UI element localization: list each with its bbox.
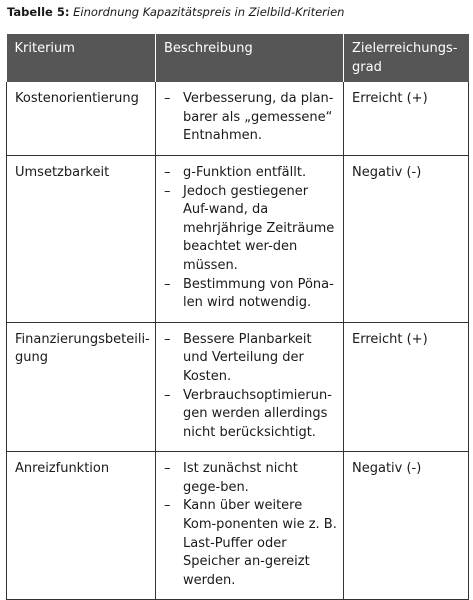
table-caption — [7, 5, 344, 20]
cell-beschreibung — [156, 82, 344, 155]
header-beschreibung: Beschreibung — [156, 34, 344, 82]
cell-kriterium: Umsetzbarkeit — [7, 155, 156, 322]
description-list — [164, 460, 337, 590]
cell-zielerreichung: Erreicht (+) — [344, 82, 469, 155]
list-item: – Ist zunächst nicht gege-ben. — [164, 460, 337, 497]
cell-beschreibung — [156, 155, 344, 322]
cell-kriterium: Anreizfunktion — [7, 452, 156, 600]
table-row — [7, 82, 469, 155]
header-zielerreichung: Zielerreichungs-grad — [344, 34, 469, 82]
list-item: – Kann über weitere Kom-ponenten wie z. B. Last-Puffer oder Speicher an-gereizt werden. — [164, 497, 337, 590]
cell-zielerreichung: Negativ (-) — [344, 155, 469, 322]
cell-kriterium: Kostenorientierung — [7, 82, 156, 155]
table-row — [7, 155, 469, 322]
header-kriterium: Kriterium — [7, 34, 156, 82]
list-item: – Verbrauchsoptimierun-gen werden allerdings nicht berücksichtigt. — [164, 387, 337, 443]
list-item: – Bessere Planbarkeit und Verteilung der Kosten. — [164, 331, 337, 387]
list-item: – Jedoch gestiegener Auf-wand, da mehrjährige Zeiträume beachtet wer-den müssen. — [164, 183, 337, 276]
description-list — [164, 90, 337, 146]
cell-zielerreichung: Negativ (-) — [344, 452, 469, 600]
cell-zielerreichung: Erreicht (+) — [344, 322, 469, 452]
description-list — [164, 164, 337, 313]
description-list — [164, 331, 337, 443]
table-row — [7, 452, 469, 600]
criteria-table — [6, 34, 469, 600]
caption-text: Einordnung Kapazitätspreis in Zielbild-Kriterien — [73, 5, 345, 19]
cell-kriterium: Finanzierungsbeteili-gung — [7, 322, 156, 452]
table-row — [7, 322, 469, 452]
list-item: – Bestimmung von Pöna-len wird notwendig. — [164, 276, 337, 313]
list-item: – g-Funktion entfällt. — [164, 164, 337, 183]
table-header-row — [7, 34, 469, 82]
caption-label: Tabelle 5: — [7, 5, 70, 19]
list-item: – Verbesserung, da plan-barer als „gemessene“ Entnahmen. — [164, 90, 337, 146]
cell-beschreibung — [156, 322, 344, 452]
cell-beschreibung — [156, 452, 344, 600]
